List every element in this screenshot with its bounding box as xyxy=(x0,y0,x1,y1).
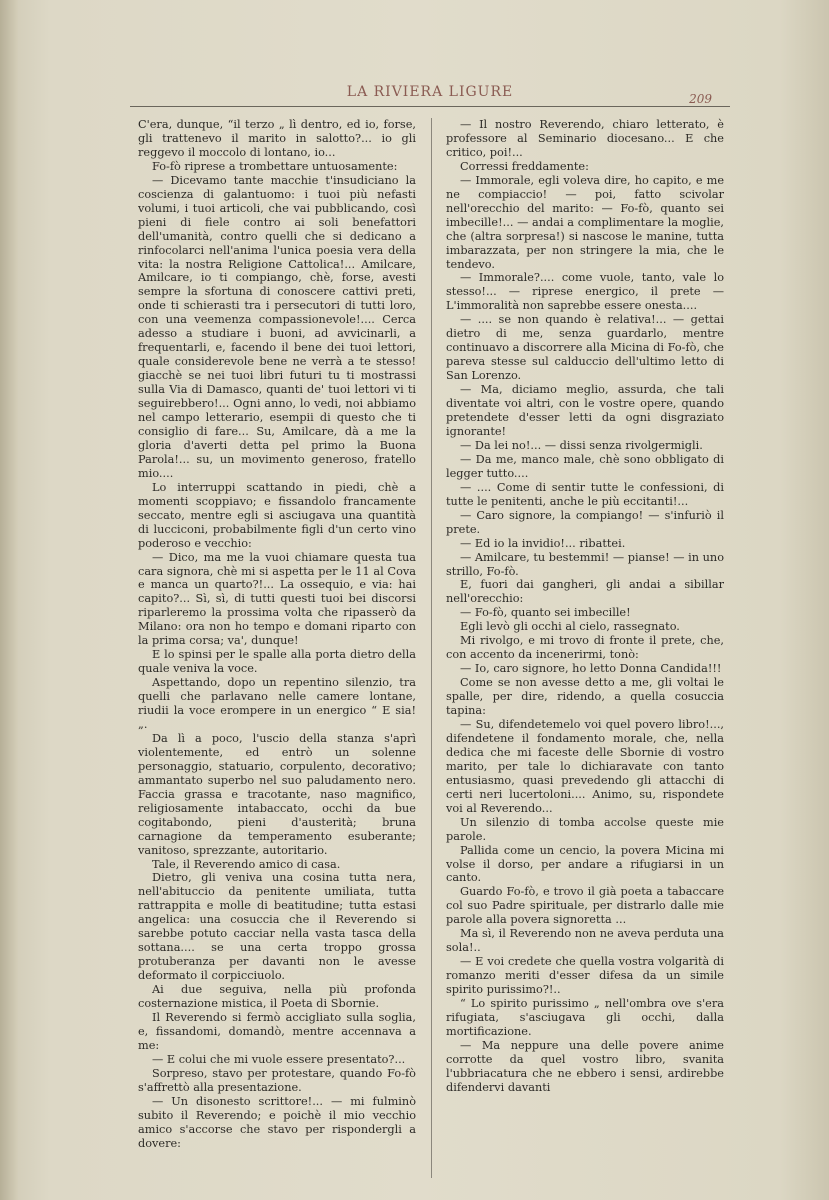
paragraph: Un silenzio di tomba accolse queste mie parole. xyxy=(446,815,724,843)
paragraph: Ai due seguiva, nella più profonda costernazione mistica, il Poeta di Sbornie. xyxy=(138,983,416,1011)
paragraph: — Da lei no!... — dissi senza rivolgermigli. xyxy=(460,438,703,452)
paragraph: — Da me, manco male, chè sono obbligato di legger tutto.... xyxy=(446,452,724,480)
paragraph: “ Lo spirito purissimo „ nell'ombra ove s'era rifugiata, s'asciugava gli occhi, dalla mortificazione. xyxy=(446,997,724,1038)
paragraph: Sorpreso, stavo per protestare, quando Fo-fò s'affrettò alla presentazione. xyxy=(138,1066,416,1094)
paragraph: Mi rivolgo, e mi trovo di fronte il prete, che, con accento da incenerirmi, tonò: xyxy=(446,634,724,662)
paragraph: — Ma, diciamo meglio, assurda, che tali diventate voi altri, con le vostre opere, quando pretendete d'esser letti da ogni disgraziato ignorante! xyxy=(446,383,724,438)
paragraph: Guardo Fo-fò, e trovo il già poeta a tabaccare col suo Padre spirituale, per distrarlo dalle mie parole alla povera signoretta ... xyxy=(446,885,724,927)
paragraph: Egli levò gli occhi al cielo, rassegnato. xyxy=(460,620,680,634)
paragraph: — Fo-fò, quanto sei imbecille! xyxy=(460,606,631,620)
paragraph: — Il nostro Reverendo, chiaro letterato, è professore al Seminario diocesano... E che critico, poi!... xyxy=(446,118,724,159)
paragraph: Tale, il Reverendo amico di casa. xyxy=(152,857,341,871)
paragraph: — Dico, ma me la vuoi chiamare questa tua cara signora, chè mi si aspetta per le 11 al Cova e manca un quarto?!... La ossequio, e via: hai capito?... Sì, sì, di tutti questi tuoi bei discorsi riparleremo la prossima volta che ripasserò da Milano: ora non ho tempo e domani riparto con la prima corsa; va', dunque! xyxy=(138,550,416,648)
right-column xyxy=(446,118,724,1178)
paragraph: Fo-fò riprese a trombettare untuosamente: xyxy=(152,159,398,173)
paragraph: Ma sì, il Reverendo non ne aveva perduta una sola!.. xyxy=(446,927,724,955)
paragraph: Aspettando, dopo un repentino silenzio, tra quelli che parlavano nelle camere lontane, riudii la voce erompere in un energico “ E sia! „. xyxy=(138,676,416,731)
paragraph: — Su, difendetemelo voi quel povero libro!..., difendetene il fondamento morale, che, nella dedica che mi faceste delle Sbornie di vostro marito, per tale lo dichiaravate con tanto entusiasmo, quasi prevedendo gli attacchi di certi neri lucertoloni.... Animo, su, rispondete voi al Reverendo... xyxy=(446,717,724,815)
paragraph: — Ma neppure una delle povere anime corrotte da quel vostro libro, svanita l'ubbriacatura che ne ebbero i sensi, ardirebbe difendervi davanti xyxy=(446,1038,724,1094)
paragraph: C'era, dunque, “il terzo „ lì dentro, ed io, forse, gli trattenevo il marito in salotto?... io gli reggevo il moccolo di lontano, io... xyxy=(138,118,416,159)
paragraph: E, fuori dai gangheri, gli andai a sibillar nell'orecchio: xyxy=(446,578,724,606)
paragraph: — Amilcare, tu bestemmi! — pianse! — in uno strillo, Fo-fò. xyxy=(446,550,724,578)
paragraph: — Caro signore, la compiango! — s'infuriò il prete. xyxy=(446,508,724,536)
paragraph: — Un disonesto scrittore!... — mi fulminò subito il Reverendo; e poichè il mio vecchio amico s'accorse che stavo per rispondergli a dovere: xyxy=(138,1094,416,1150)
paragraph: Da lì a poco, l'uscio della stanza s'aprì violentemente, ed entrò un solenne personaggio, statuario, corpulento, decorativo; ammantato superbo nel suo paludamento nero. Faccia grassa e tracotante, naso magnifico, religiosamente intabaccato, occhi da bue cogitabondo, pieni d'austerità; bruna carnagione da temperamento esuberante; vanitoso, sprezzante, autoritario. xyxy=(138,731,416,857)
paragraph: — Ed io la invidio!... ribattei. xyxy=(460,536,626,550)
page-number: 209 xyxy=(689,92,712,106)
paragraph: E lo spinsi per le spalle alla porta dietro della quale veniva la voce. xyxy=(138,648,416,676)
paragraph: — E colui che mi vuole essere presentato?... xyxy=(152,1052,406,1066)
running-title: LA RIVIERA LIGURE xyxy=(346,84,514,100)
paragraph: — Immorale, egli voleva dire, ho capito, e me ne compiaccio! — poi, fatto scivolar nell'orecchio del marito: — Fo-fò, quanto sei imbecille!... — andai a complimentare la moglie, che (altra sorpresa!) si nascose le manine, tutta imbarazzata, per non stringere la mia, che le tendevo. xyxy=(446,173,724,271)
paragraph: — .... Come di sentir tutte le confessioni, di tutte le penitenti, anche le più eccitanti!... xyxy=(446,480,724,508)
paragraph: Corressi freddamente: xyxy=(460,159,589,173)
paragraph: Lo interruppi scattando in piedi, chè a momenti scoppiavo; e fissandolo francamente seccato, mentre egli si asciugava una quantità di lucciconi, probabilmente figli d'un certo vino poderoso e vecchio: xyxy=(138,480,416,550)
paragraph: Pallida come un cencio, la povera Micina mi volse il dorso, per andare a rifugiarsi in un canto. xyxy=(446,843,724,885)
paragraph: Dietro, gli veniva una cosina tutta nera, nell'abituccio da penitente umiliata, tutta rattrappita e molle di beatitudine; tutta estasi angelica: una cosuccia che il Reverendo si sarebbe potuto cacciar nella vasta tasca della sottana.... se una certa troppo grossa protuberanza per davanti non le avesse deformato il corpicciuolo. xyxy=(138,871,416,983)
page-binding-edge xyxy=(0,0,18,1200)
column-divider xyxy=(431,118,432,1178)
paragraph: Come se non avesse detto a me, gli voltai le spalle, per dire, ridendo, a quella cosuccia tapina: xyxy=(446,676,724,718)
page-header xyxy=(130,84,730,107)
paragraph: — .... se non quando è relativa!... — gettai dietro di me, senza guardarlo, mentre continuavo a discorrere alla Micina di Fo-fò, che pareva stesse sul calduccio dell'ultimo letto di San Lorenzo. xyxy=(446,313,724,383)
paragraph: — E voi credete che quella vostra volgarità di romanzo meriti d'esser difesa da un simile spirito purissimo?!.. xyxy=(446,955,724,997)
paragraph: Il Reverendo si fermò accigliato sulla soglia, e, fissandomi, domandò, mentre accennava a me: xyxy=(138,1011,416,1052)
paragraph: — Immorale?.... come vuole, tanto, vale lo stesso!... — riprese energico, il prete — L'immoralità non saprebbe essere onesta.... xyxy=(446,271,724,313)
left-column xyxy=(138,118,416,1178)
paragraph: — Io, caro signore, ho letto Donna Candida!!! xyxy=(460,662,722,676)
paragraph: — Dicevamo tante macchie t'insudiciano la coscienza di galantuomo: i tuoi più nefasti volumi, i tuoi articoli, che vai pubblicando, così pieni di fiele contro ai soli benefattori dell'umanità, contro quelli che si dedicano a rinfocolarci nell'anima l'unica poesia vera della vita: la nostra Religione Cattolica!... Amilcare, Amilcare, io ti compiango, chè, forse, avesti sempre la sfortuna di conoscere cattivi preti, onde ti schierasti tra i persecutori di tutti loro, con una veemenza compassionevole!.... Cerca adesso a studiare i buoni, ad avvicinarli, a frequentarli, e, facendo il bene dei tuoi lettori, quale considerevole bene ne verrà a te stesso! giacchè se nei tuoi libri futuri tu ti mostrassi sulla Via di Damasco, quanti de' tuoi lettori vi ti seguirebbero!... Ogni anno, lo vedi, noi abbiamo nel campo letterario, esempii di questo che ti consiglio di fare... Su, Amilcare, dà a me la gloria d'averti detta pel primo la Buona Parola!... su, un movimento generoso, fratello mio.... xyxy=(138,173,416,480)
